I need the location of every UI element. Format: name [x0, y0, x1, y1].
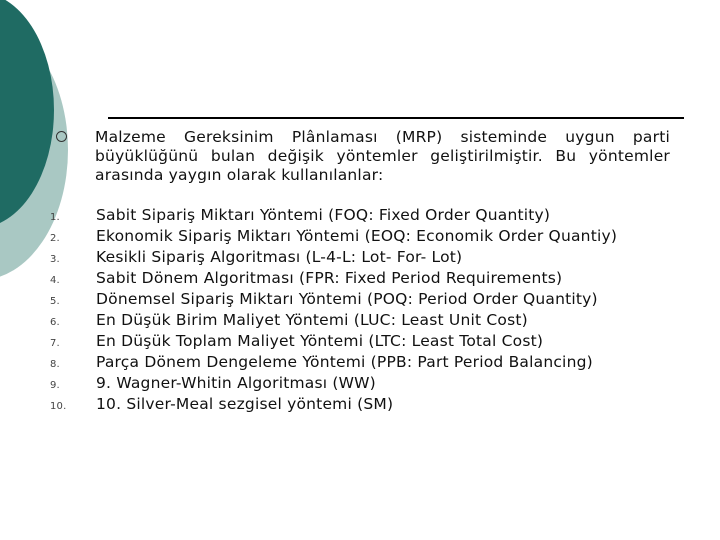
list-item [50, 375, 670, 392]
list-item-number: 7. [50, 338, 60, 349]
list-item-number: 8. [50, 359, 60, 370]
list-item-number: 2. [50, 233, 60, 244]
list-item [50, 333, 670, 350]
list-item [50, 249, 670, 266]
list-item-number: 10. [50, 401, 67, 412]
list-item [50, 270, 670, 287]
list-item [50, 291, 670, 308]
list-item-text: En Düşük Toplam Maliyet Yöntemi (LTC: Least Total Cost) [96, 332, 544, 350]
list-item [50, 396, 670, 413]
list-item [50, 312, 670, 329]
list-item-text: Sabit Dönem Algoritması (FPR: Fixed Period Requirements) [96, 269, 563, 287]
list-item [50, 354, 670, 371]
list-item-number: 5. [50, 296, 60, 307]
list-item-number: 1. [50, 212, 60, 223]
list-item-text: Dönemsel Sipariş Miktarı Yöntemi (POQ: Period Order Quantity) [96, 290, 598, 308]
list-item-text: Sabit Sipariş Miktarı Yöntemi (FOQ: Fixed Order Quantity) [96, 206, 551, 224]
list-item-text: 10. Silver-Meal sezgisel yöntemi (SM) [96, 395, 394, 413]
list-item-text: Ekonomik Sipariş Miktarı Yöntemi (EOQ: Economik Order Quantiy) [96, 227, 618, 245]
title-divider [108, 117, 684, 119]
list-item [50, 207, 670, 224]
list-item-number: 4. [50, 275, 60, 286]
list-item-text: En Düşük Birim Maliyet Yöntemi (LUC: Least Unit Cost) [96, 311, 528, 329]
list-item-number: 6. [50, 317, 60, 328]
list-item-number: 9. [50, 380, 60, 391]
hollow-circle-bullet-icon [56, 131, 67, 142]
intro-text: Malzeme Gereksinim Plânlaması (MRP) sisteminde uygun parti büyüklüğünü bulan değişik yöntemler geliştirilmiştir. Bu yöntemler arasında yaygın olarak kullanılanlar: [95, 128, 670, 184]
list-item-number: 3. [50, 254, 60, 265]
intro-paragraph [56, 128, 670, 185]
methods-list [50, 207, 670, 417]
list-item-text: Parça Dönem Dengeleme Yöntemi (PPB: Part Period Balancing) [96, 353, 593, 371]
list-item-text: Kesikli Sipariş Algoritması (L-4-L: Lot- For- Lot) [96, 248, 463, 266]
list-item-text: 9. Wagner-Whitin Algoritması (WW) [96, 374, 376, 392]
list-item [50, 228, 670, 245]
